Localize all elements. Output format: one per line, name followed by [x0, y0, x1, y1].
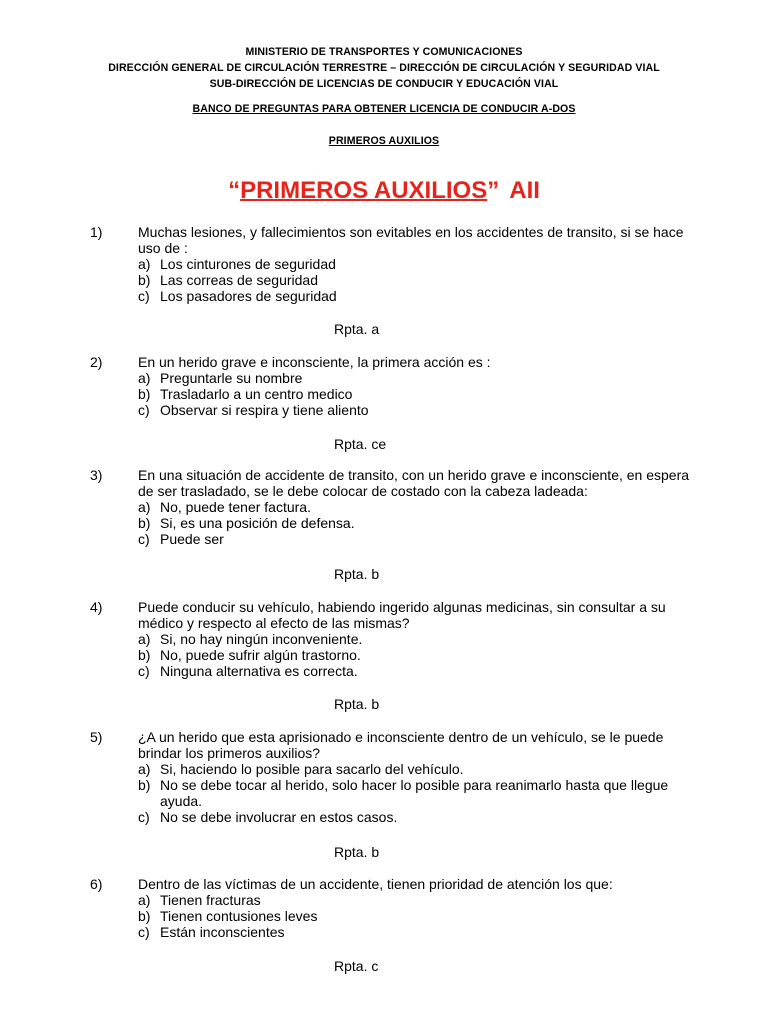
question-text: Dentro de las víctimas de un accidente, tienen prioridad de atención los que: [138, 876, 613, 892]
option-c [138, 809, 690, 825]
option-text: Preguntarle su nombre [160, 370, 303, 386]
option-a [138, 892, 690, 908]
option-text: Observar si respira y tiene aliento [160, 402, 369, 418]
question-2 [90, 354, 690, 418]
question-number: 3) [90, 467, 103, 483]
option-letter: b) [138, 272, 151, 288]
option-letter: a) [138, 256, 151, 272]
option-text: No, puede tener factura. [160, 499, 311, 515]
option-text: Si, no hay ningún inconveniente. [160, 631, 363, 647]
option-a [138, 761, 690, 777]
option-letter: c) [138, 924, 150, 940]
answer-4: Rpta. b [334, 696, 380, 712]
question-3 [90, 467, 690, 547]
answer-6: Rpta. c [334, 958, 379, 974]
option-text: Ninguna alternativa es correcta. [160, 663, 358, 679]
question-6 [90, 876, 690, 940]
section-title: PRIMEROS AUXILIOS [328, 135, 440, 147]
option-letter: a) [138, 631, 151, 647]
option-a [138, 370, 690, 386]
ministry-name: MINISTERIO DE TRANSPORTES Y COMUNICACIONES [245, 46, 523, 58]
option-letter: c) [138, 663, 150, 679]
option-text: No, puede sufrir algún trastorno. [160, 647, 361, 663]
option-letter: c) [138, 809, 150, 825]
question-bank-heading [15, 101, 752, 117]
answer-3: Rpta. b [334, 566, 380, 582]
option-text: No se debe tocar al herido, solo hacer lo posible para reanimarlo hasta que llegue ayuda. [160, 777, 669, 809]
question-text: En un herido grave e inconsciente, la primera acción es : [138, 354, 491, 370]
title-close-quote: ” [487, 177, 500, 204]
question-number: 5) [90, 729, 103, 745]
option-letter: a) [138, 892, 151, 908]
option-text: Las correas de seguridad [160, 272, 318, 288]
question-number: 2) [90, 354, 103, 370]
option-text: Puede ser [160, 531, 224, 547]
option-letter: a) [138, 370, 151, 386]
option-letter: a) [138, 499, 151, 515]
directorate-name: DIRECCIÓN GENERAL DE CIRCULACIÓN TERRESTRE – DIRECCIÓN DE CIRCULACIÓN Y SEGURIDAD VIAL [108, 62, 660, 74]
option-b [138, 777, 690, 809]
option-text: No se debe involucrar en estos casos. [160, 809, 398, 825]
question-text: Puede conducir su vehículo, habiendo ingerido algunas medicinas, sin consultar a su médico y respecto al efecto de las mismas? [138, 599, 666, 631]
title-main [228, 177, 499, 204]
section-heading [15, 133, 752, 149]
answer-1: Rpta. a [334, 321, 380, 337]
option-text: Si, haciendo lo posible para sacarlo del vehículo. [160, 761, 464, 777]
question-number: 4) [90, 599, 103, 615]
title-suffix: AII [509, 177, 540, 204]
option-text: Si, es una posición de defensa. [160, 515, 355, 531]
answer-2: Rpta. ce [334, 436, 387, 452]
option-letter: b) [138, 515, 151, 531]
option-letter: a) [138, 761, 151, 777]
option-b [138, 647, 690, 663]
option-letter: b) [138, 647, 151, 663]
option-letter: b) [138, 386, 151, 402]
question-text: En una situación de accidente de transito, con un herido grave e inconsciente, en espera de ser trasladado, se le debe colocar de costado con la cabeza ladeada: [138, 467, 690, 499]
subdirectorate-name: SUB-DIRECCIÓN DE LICENCIAS DE CONDUCIR Y EDUCACIÓN VIAL [209, 78, 559, 90]
option-b [138, 908, 690, 924]
answer-5: Rpta. b [334, 844, 380, 860]
question-1 [90, 224, 690, 304]
option-b [138, 386, 690, 402]
option-text: Trasladarlo a un centro medico [160, 386, 353, 402]
option-letter: c) [138, 402, 150, 418]
option-text: Tienen fracturas [160, 892, 261, 908]
question-number: 6) [90, 876, 103, 892]
option-letter: c) [138, 531, 150, 547]
option-a [138, 631, 690, 647]
question-5 [90, 729, 690, 825]
question-number: 1) [90, 224, 103, 240]
title-main-text: PRIMEROS AUXILIOS [240, 177, 488, 204]
question-text: Muchas lesiones, y fallecimientos son evitables en los accidentes de transito, si se hace uso de : [138, 224, 684, 256]
option-text: Están inconscientes [160, 924, 285, 940]
page-title [0, 175, 768, 207]
option-letter: b) [138, 777, 151, 793]
option-a [138, 499, 690, 515]
option-text: Los pasadores de seguridad [160, 288, 337, 304]
option-a [138, 256, 690, 272]
option-b [138, 272, 690, 288]
question-text: ¿A un herido que esta aprisionado e inconsciente dentro de un vehículo, se le puede brindar los primeros auxilios? [138, 729, 664, 761]
option-c [138, 531, 690, 547]
option-c [138, 402, 690, 418]
option-c [138, 924, 690, 940]
title-open-quote: “ [228, 177, 241, 204]
option-text: Los cinturones de seguridad [160, 256, 336, 272]
option-text: Tienen contusiones leves [160, 908, 318, 924]
option-letter: c) [138, 288, 150, 304]
option-letter: b) [138, 908, 151, 924]
option-b [138, 515, 690, 531]
question-bank-title: BANCO DE PREGUNTAS PARA OBTENER LICENCIA DE CONDUCIR A-DOS [192, 103, 576, 115]
option-c [138, 663, 690, 679]
option-c [138, 288, 690, 304]
question-4 [90, 599, 690, 679]
